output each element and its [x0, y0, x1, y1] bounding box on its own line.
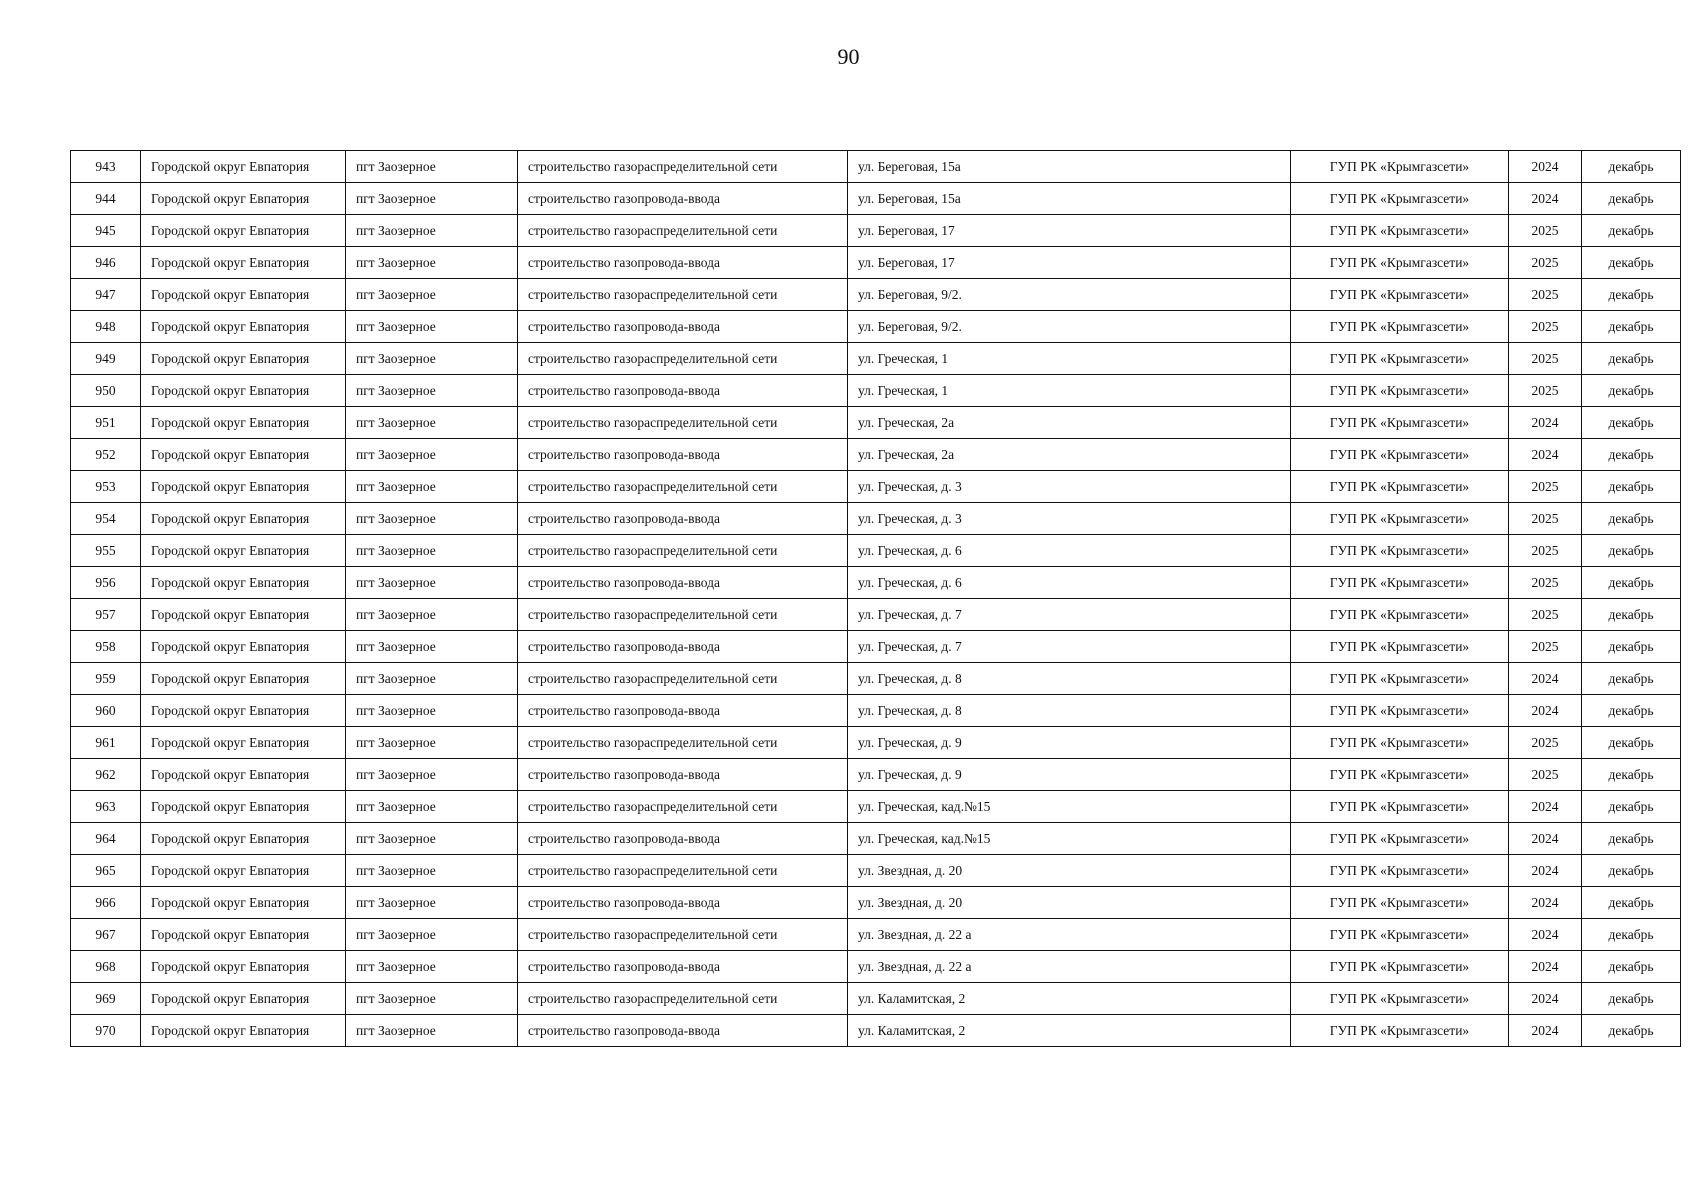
year-cell: 2024	[1509, 663, 1582, 695]
work-type-cell: строительство газопровода-ввода	[518, 503, 848, 535]
settlement-cell: пгт Заозерное	[346, 215, 518, 247]
organization-cell: ГУП РК «Крымгазсети»	[1291, 759, 1509, 791]
address-cell: ул. Береговая, 9/2.	[848, 311, 1291, 343]
row-number-cell: 953	[71, 471, 141, 503]
district-cell: Городской округ Евпатория	[141, 887, 346, 919]
month-cell: декабрь	[1582, 791, 1681, 823]
district-cell: Городской округ Евпатория	[141, 791, 346, 823]
settlement-cell: пгт Заозерное	[346, 279, 518, 311]
table-row	[71, 951, 1681, 983]
address-cell: ул. Греческая, кад.№15	[848, 791, 1291, 823]
work-type-cell: строительство газопровода-ввода	[518, 695, 848, 727]
row-number-cell: 945	[71, 215, 141, 247]
organization-cell: ГУП РК «Крымгазсети»	[1291, 343, 1509, 375]
address-cell: ул. Береговая, 17	[848, 215, 1291, 247]
year-cell: 2025	[1509, 535, 1582, 567]
organization-cell: ГУП РК «Крымгазсети»	[1291, 983, 1509, 1015]
organization-cell: ГУП РК «Крымгазсети»	[1291, 599, 1509, 631]
year-cell: 2024	[1509, 823, 1582, 855]
year-cell: 2024	[1509, 855, 1582, 887]
organization-cell: ГУП РК «Крымгазсети»	[1291, 951, 1509, 983]
table-row	[71, 727, 1681, 759]
row-number-cell: 950	[71, 375, 141, 407]
table-row	[71, 887, 1681, 919]
work-type-cell: строительство газопровода-ввода	[518, 183, 848, 215]
month-cell: декабрь	[1582, 151, 1681, 183]
address-cell: ул. Греческая, д. 3	[848, 503, 1291, 535]
year-cell: 2024	[1509, 439, 1582, 471]
district-cell: Городской округ Евпатория	[141, 183, 346, 215]
address-cell: ул. Звездная, д. 22 а	[848, 951, 1291, 983]
table-row	[71, 343, 1681, 375]
month-cell: декабрь	[1582, 439, 1681, 471]
settlement-cell: пгт Заозерное	[346, 727, 518, 759]
work-type-cell: строительство газопровода-ввода	[518, 1015, 848, 1047]
address-cell: ул. Береговая, 15а	[848, 183, 1291, 215]
address-cell: ул. Греческая, д. 9	[848, 759, 1291, 791]
month-cell: декабрь	[1582, 1015, 1681, 1047]
organization-cell: ГУП РК «Крымгазсети»	[1291, 535, 1509, 567]
table-row	[71, 759, 1681, 791]
table-row	[71, 503, 1681, 535]
table-row	[71, 919, 1681, 951]
organization-cell: ГУП РК «Крымгазсети»	[1291, 247, 1509, 279]
row-number-cell: 967	[71, 919, 141, 951]
settlement-cell: пгт Заозерное	[346, 855, 518, 887]
work-type-cell: строительство газопровода-ввода	[518, 567, 848, 599]
address-cell: ул. Греческая, д. 7	[848, 631, 1291, 663]
district-cell: Городской округ Евпатория	[141, 375, 346, 407]
table-row	[71, 983, 1681, 1015]
address-cell: ул. Береговая, 17	[848, 247, 1291, 279]
work-type-cell: строительство газораспределительной сети	[518, 535, 848, 567]
district-cell: Городской округ Евпатория	[141, 471, 346, 503]
year-cell: 2024	[1509, 887, 1582, 919]
table-row	[71, 567, 1681, 599]
year-cell: 2025	[1509, 727, 1582, 759]
year-cell: 2024	[1509, 151, 1582, 183]
month-cell: декабрь	[1582, 471, 1681, 503]
month-cell: декабрь	[1582, 599, 1681, 631]
month-cell: декабрь	[1582, 343, 1681, 375]
row-number-cell: 966	[71, 887, 141, 919]
settlement-cell: пгт Заозерное	[346, 887, 518, 919]
settlement-cell: пгт Заозерное	[346, 919, 518, 951]
district-cell: Городской округ Евпатория	[141, 279, 346, 311]
table-row	[71, 183, 1681, 215]
settlement-cell: пгт Заозерное	[346, 631, 518, 663]
month-cell: декабрь	[1582, 695, 1681, 727]
table-row	[71, 855, 1681, 887]
work-type-cell: строительство газораспределительной сети	[518, 727, 848, 759]
month-cell: декабрь	[1582, 855, 1681, 887]
month-cell: декабрь	[1582, 535, 1681, 567]
row-number-cell: 959	[71, 663, 141, 695]
settlement-cell: пгт Заозерное	[346, 759, 518, 791]
table-body	[71, 151, 1681, 1047]
month-cell: декабрь	[1582, 823, 1681, 855]
address-cell: ул. Звездная, д. 20	[848, 855, 1291, 887]
month-cell: декабрь	[1582, 663, 1681, 695]
district-cell: Городской округ Евпатория	[141, 1015, 346, 1047]
month-cell: декабрь	[1582, 247, 1681, 279]
year-cell: 2025	[1509, 471, 1582, 503]
row-number-cell: 968	[71, 951, 141, 983]
organization-cell: ГУП РК «Крымгазсети»	[1291, 311, 1509, 343]
table-row	[71, 791, 1681, 823]
row-number-cell: 955	[71, 535, 141, 567]
address-cell: ул. Каламитская, 2	[848, 1015, 1291, 1047]
organization-cell: ГУП РК «Крымгазсети»	[1291, 567, 1509, 599]
district-cell: Городской округ Евпатория	[141, 151, 346, 183]
table-row	[71, 247, 1681, 279]
table-row	[71, 599, 1681, 631]
settlement-cell: пгт Заозерное	[346, 247, 518, 279]
organization-cell: ГУП РК «Крымгазсети»	[1291, 375, 1509, 407]
month-cell: декабрь	[1582, 727, 1681, 759]
table-row	[71, 215, 1681, 247]
work-type-cell: строительство газопровода-ввода	[518, 631, 848, 663]
settlement-cell: пгт Заозерное	[346, 791, 518, 823]
row-number-cell: 948	[71, 311, 141, 343]
settlement-cell: пгт Заозерное	[346, 983, 518, 1015]
row-number-cell: 965	[71, 855, 141, 887]
district-cell: Городской округ Евпатория	[141, 951, 346, 983]
organization-cell: ГУП РК «Крымгазсети»	[1291, 407, 1509, 439]
work-type-cell: строительство газораспределительной сети	[518, 151, 848, 183]
year-cell: 2024	[1509, 695, 1582, 727]
district-cell: Городской округ Евпатория	[141, 407, 346, 439]
row-number-cell: 961	[71, 727, 141, 759]
month-cell: декабрь	[1582, 503, 1681, 535]
district-cell: Городской округ Евпатория	[141, 983, 346, 1015]
address-cell: ул. Греческая, д. 7	[848, 599, 1291, 631]
year-cell: 2025	[1509, 215, 1582, 247]
table-row	[71, 535, 1681, 567]
address-cell: ул. Греческая, д. 8	[848, 695, 1291, 727]
month-cell: декабрь	[1582, 375, 1681, 407]
settlement-cell: пгт Заозерное	[346, 407, 518, 439]
settlement-cell: пгт Заозерное	[346, 1015, 518, 1047]
settlement-cell: пгт Заозерное	[346, 183, 518, 215]
organization-cell: ГУП РК «Крымгазсети»	[1291, 279, 1509, 311]
address-cell: ул. Греческая, кад.№15	[848, 823, 1291, 855]
organization-cell: ГУП РК «Крымгазсети»	[1291, 663, 1509, 695]
work-type-cell: строительство газопровода-ввода	[518, 951, 848, 983]
month-cell: декабрь	[1582, 407, 1681, 439]
district-cell: Городской округ Евпатория	[141, 823, 346, 855]
settlement-cell: пгт Заозерное	[346, 151, 518, 183]
row-number-cell: 946	[71, 247, 141, 279]
settlement-cell: пгт Заозерное	[346, 439, 518, 471]
district-cell: Городской округ Евпатория	[141, 855, 346, 887]
district-cell: Городской округ Евпатория	[141, 439, 346, 471]
row-number-cell: 963	[71, 791, 141, 823]
table-row	[71, 439, 1681, 471]
row-number-cell: 944	[71, 183, 141, 215]
address-cell: ул. Греческая, 2а	[848, 439, 1291, 471]
work-type-cell: строительство газопровода-ввода	[518, 887, 848, 919]
work-type-cell: строительство газораспределительной сети	[518, 983, 848, 1015]
settlement-cell: пгт Заозерное	[346, 695, 518, 727]
work-type-cell: строительство газораспределительной сети	[518, 471, 848, 503]
row-number-cell: 964	[71, 823, 141, 855]
year-cell: 2024	[1509, 983, 1582, 1015]
table-row	[71, 695, 1681, 727]
address-cell: ул. Звездная, д. 20	[848, 887, 1291, 919]
year-cell: 2025	[1509, 279, 1582, 311]
district-cell: Городской округ Евпатория	[141, 727, 346, 759]
row-number-cell: 960	[71, 695, 141, 727]
work-type-cell: строительство газопровода-ввода	[518, 247, 848, 279]
work-type-cell: строительство газораспределительной сети	[518, 343, 848, 375]
year-cell: 2024	[1509, 407, 1582, 439]
year-cell: 2024	[1509, 183, 1582, 215]
district-cell: Городской округ Евпатория	[141, 311, 346, 343]
organization-cell: ГУП РК «Крымгазсети»	[1291, 215, 1509, 247]
year-cell: 2025	[1509, 311, 1582, 343]
settlement-cell: пгт Заозерное	[346, 823, 518, 855]
district-cell: Городской округ Евпатория	[141, 247, 346, 279]
month-cell: декабрь	[1582, 919, 1681, 951]
table-row	[71, 279, 1681, 311]
row-number-cell: 958	[71, 631, 141, 663]
district-cell: Городской округ Евпатория	[141, 695, 346, 727]
row-number-cell: 962	[71, 759, 141, 791]
work-type-cell: строительство газораспределительной сети	[518, 791, 848, 823]
year-cell: 2025	[1509, 599, 1582, 631]
row-number-cell: 951	[71, 407, 141, 439]
year-cell: 2024	[1509, 919, 1582, 951]
year-cell: 2024	[1509, 791, 1582, 823]
month-cell: декабрь	[1582, 279, 1681, 311]
row-number-cell: 949	[71, 343, 141, 375]
registry-table	[70, 150, 1681, 1047]
table-row	[71, 151, 1681, 183]
month-cell: декабрь	[1582, 983, 1681, 1015]
district-cell: Городской округ Евпатория	[141, 535, 346, 567]
work-type-cell: строительство газораспределительной сети	[518, 215, 848, 247]
address-cell: ул. Греческая, 1	[848, 343, 1291, 375]
organization-cell: ГУП РК «Крымгазсети»	[1291, 919, 1509, 951]
work-type-cell: строительство газопровода-ввода	[518, 759, 848, 791]
organization-cell: ГУП РК «Крымгазсети»	[1291, 439, 1509, 471]
address-cell: ул. Греческая, д. 8	[848, 663, 1291, 695]
organization-cell: ГУП РК «Крымгазсети»	[1291, 503, 1509, 535]
year-cell: 2024	[1509, 1015, 1582, 1047]
settlement-cell: пгт Заозерное	[346, 375, 518, 407]
settlement-cell: пгт Заозерное	[346, 535, 518, 567]
work-type-cell: строительство газораспределительной сети	[518, 599, 848, 631]
organization-cell: ГУП РК «Крымгазсети»	[1291, 695, 1509, 727]
organization-cell: ГУП РК «Крымгазсети»	[1291, 471, 1509, 503]
table-row	[71, 1015, 1681, 1047]
table-row	[71, 823, 1681, 855]
page-number: 90	[837, 44, 860, 69]
table-row	[71, 311, 1681, 343]
district-cell: Городской округ Евпатория	[141, 567, 346, 599]
district-cell: Городской округ Евпатория	[141, 663, 346, 695]
settlement-cell: пгт Заозерное	[346, 567, 518, 599]
row-number-cell: 969	[71, 983, 141, 1015]
organization-cell: ГУП РК «Крымгазсети»	[1291, 727, 1509, 759]
work-type-cell: строительство газопровода-ввода	[518, 375, 848, 407]
month-cell: декабрь	[1582, 759, 1681, 791]
table-row	[71, 407, 1681, 439]
district-cell: Городской округ Евпатория	[141, 215, 346, 247]
month-cell: декабрь	[1582, 951, 1681, 983]
table-row	[71, 663, 1681, 695]
organization-cell: ГУП РК «Крымгазсети»	[1291, 791, 1509, 823]
month-cell: декабрь	[1582, 311, 1681, 343]
work-type-cell: строительство газораспределительной сети	[518, 279, 848, 311]
address-cell: ул. Греческая, д. 3	[848, 471, 1291, 503]
district-cell: Городской округ Евпатория	[141, 343, 346, 375]
organization-cell: ГУП РК «Крымгазсети»	[1291, 1015, 1509, 1047]
month-cell: декабрь	[1582, 887, 1681, 919]
address-cell: ул. Береговая, 15а	[848, 151, 1291, 183]
month-cell: декабрь	[1582, 183, 1681, 215]
month-cell: декабрь	[1582, 215, 1681, 247]
year-cell: 2025	[1509, 759, 1582, 791]
district-cell: Городской округ Евпатория	[141, 599, 346, 631]
address-cell: ул. Греческая, д. 9	[848, 727, 1291, 759]
row-number-cell: 943	[71, 151, 141, 183]
district-cell: Городской округ Евпатория	[141, 759, 346, 791]
settlement-cell: пгт Заозерное	[346, 599, 518, 631]
month-cell: декабрь	[1582, 567, 1681, 599]
organization-cell: ГУП РК «Крымгазсети»	[1291, 855, 1509, 887]
work-type-cell: строительство газопровода-ввода	[518, 823, 848, 855]
row-number-cell: 947	[71, 279, 141, 311]
organization-cell: ГУП РК «Крымгазсети»	[1291, 887, 1509, 919]
work-type-cell: строительство газораспределительной сети	[518, 663, 848, 695]
work-type-cell: строительство газораспределительной сети	[518, 855, 848, 887]
table-row	[71, 631, 1681, 663]
settlement-cell: пгт Заозерное	[346, 471, 518, 503]
district-cell: Городской округ Евпатория	[141, 919, 346, 951]
settlement-cell: пгт Заозерное	[346, 311, 518, 343]
year-cell: 2025	[1509, 247, 1582, 279]
address-cell: ул. Звездная, д. 22 а	[848, 919, 1291, 951]
work-type-cell: строительство газораспределительной сети	[518, 407, 848, 439]
year-cell: 2025	[1509, 503, 1582, 535]
year-cell: 2025	[1509, 631, 1582, 663]
organization-cell: ГУП РК «Крымгазсети»	[1291, 151, 1509, 183]
district-cell: Городской округ Евпатория	[141, 631, 346, 663]
year-cell: 2025	[1509, 567, 1582, 599]
year-cell: 2025	[1509, 343, 1582, 375]
row-number-cell: 957	[71, 599, 141, 631]
month-cell: декабрь	[1582, 631, 1681, 663]
settlement-cell: пгт Заозерное	[346, 951, 518, 983]
row-number-cell: 970	[71, 1015, 141, 1047]
address-cell: ул. Береговая, 9/2.	[848, 279, 1291, 311]
work-type-cell: строительство газопровода-ввода	[518, 439, 848, 471]
row-number-cell: 952	[71, 439, 141, 471]
address-cell: ул. Греческая, д. 6	[848, 535, 1291, 567]
address-cell: ул. Греческая, 1	[848, 375, 1291, 407]
year-cell: 2025	[1509, 375, 1582, 407]
settlement-cell: пгт Заозерное	[346, 663, 518, 695]
row-number-cell: 954	[71, 503, 141, 535]
table-row	[71, 471, 1681, 503]
table-row	[71, 375, 1681, 407]
address-cell: ул. Греческая, д. 6	[848, 567, 1291, 599]
year-cell: 2024	[1509, 951, 1582, 983]
work-type-cell: строительство газопровода-ввода	[518, 311, 848, 343]
work-type-cell: строительство газораспределительной сети	[518, 919, 848, 951]
district-cell: Городской округ Евпатория	[141, 503, 346, 535]
row-number-cell: 956	[71, 567, 141, 599]
settlement-cell: пгт Заозерное	[346, 343, 518, 375]
address-cell: ул. Каламитская, 2	[848, 983, 1291, 1015]
settlement-cell: пгт Заозерное	[346, 503, 518, 535]
organization-cell: ГУП РК «Крымгазсети»	[1291, 183, 1509, 215]
address-cell: ул. Греческая, 2а	[848, 407, 1291, 439]
organization-cell: ГУП РК «Крымгазсети»	[1291, 631, 1509, 663]
organization-cell: ГУП РК «Крымгазсети»	[1291, 823, 1509, 855]
